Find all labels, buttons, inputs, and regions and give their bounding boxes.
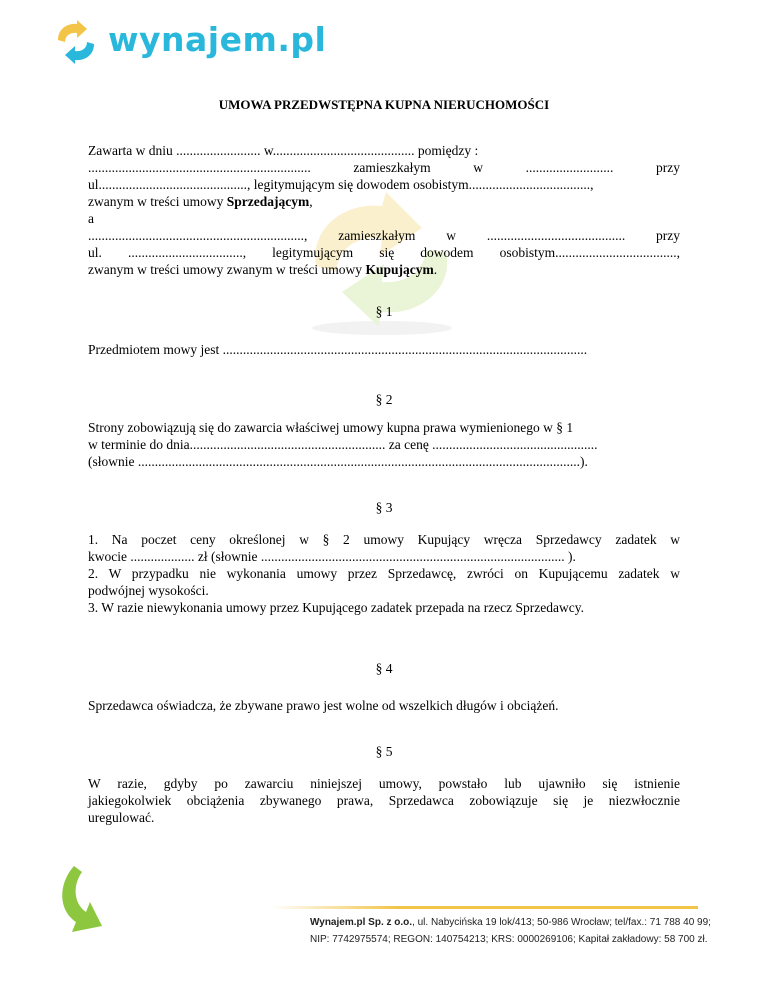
parties-section (88, 142, 680, 278)
seller-designation-line: zwanym w treści umowy Sprzedającym, (88, 194, 313, 209)
footer-company-name: Wynajem.pl Sp. z o.o. (310, 917, 413, 928)
section-4-heading: § 4 (375, 661, 393, 676)
section-2-text: Strony zobowiązują się do zawarcia właściwej umowy kupna prawa wymienionego w § 1 w terminie do dnia.......................................................... za cenę ................................................. (słownie ...................................................................................................................................). (88, 420, 598, 469)
section-3-heading: § 3 (375, 500, 393, 515)
buyer-address-line: ul. .................................., legitymującym się dowodem osobistym...................................., (88, 245, 680, 260)
seller-name-line: .................................................................. zamieszkałym w .......................... przy (88, 160, 680, 175)
buyer-name-line: ................................................................, zamieszkałym w ......................................... przy (88, 228, 680, 243)
seller-address-line: ul............................................, legitymującym się dowodem osobistym...................................., (88, 177, 594, 192)
footer-divider (270, 906, 698, 909)
brand-name: wynajem.pl (108, 20, 327, 59)
seller-term: Sprzedającym (226, 194, 310, 209)
section-5-heading: § 5 (375, 744, 393, 759)
buyer-term: Kupującym (365, 262, 434, 277)
conjunction-a: a (88, 211, 94, 226)
section-1-text: Przedmiotem mowy jest ............................................................................................................ (88, 342, 588, 357)
section-2-heading: § 2 (375, 392, 393, 407)
contract-date-line: Zawarta w dniu ......................... w.......................................... pomiędzy : (88, 143, 479, 158)
buyer-designation-line: zwanym w treści umowy zwanym w treści umowy Kupującym. (88, 262, 438, 277)
footer-registry-line: NIP: 7742975574; REGON: 140754213; KRS: 0000269106; Kapitał zakładowy: 58 700 zł. (310, 934, 708, 945)
footer-company-line: Wynajem.pl Sp. z o.o., ul. Nabycińska 19 lok/413; 50-986 Wrocław; tel/fax.: 71 788 40 99; (310, 917, 711, 928)
refresh-arrows-icon (52, 20, 100, 64)
curved-arrow-icon (52, 862, 110, 942)
section-1-heading: § 1 (375, 304, 393, 319)
section-3-text: 1. Na poczet ceny określonej w § 2 umowy Kupujący wręcza Sprzedawcy zadatek w kwocie ................... zł (słownie .......................................................................................... ). 2. W przypadku nie wykonania umowy przez Sprzedawcę, zwróci on Kupującemu zadatek w podwójnej wysokości. 3. W razie niewykonania umowy przez Kupującego zadatek przepada na rzecz Sprzedawcy. (88, 532, 680, 615)
document-title: UMOWA PRZEDWSTĘPNA KUPNA NIERUCHOMOŚCI (218, 97, 550, 112)
section-5-text: W razie, gdyby po zawarciu niniejszej umowy, powstało lub ujawniło się istnienie jakiegokolwiek obciążenia zbywanego prawa, Sprzedawca zobowiązuje się je niezwłocznie uregulować. (88, 776, 680, 825)
section-4-text: Sprzedawca oświadcza, że zbywane prawo jest wolne od wszelkich długów i obciążeń. (88, 698, 559, 713)
